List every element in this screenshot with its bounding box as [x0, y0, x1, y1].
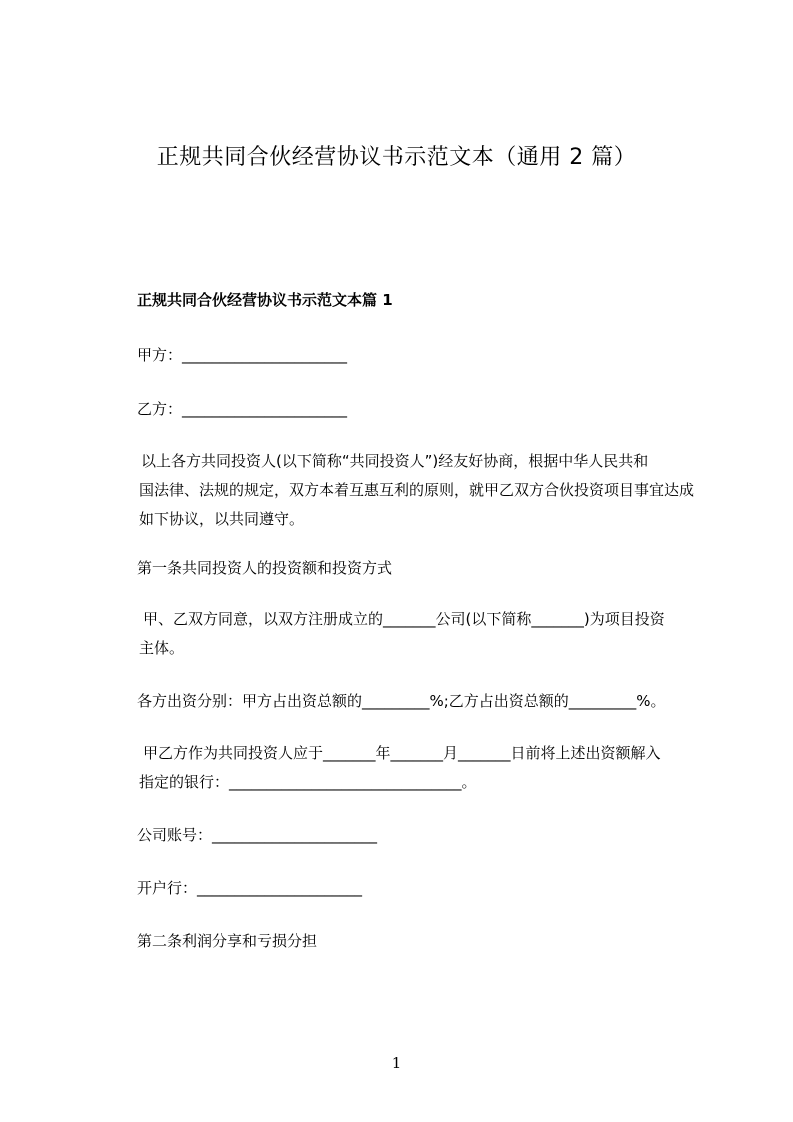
deposit-paragraph: [137, 739, 704, 797]
article-1-line-2: 主体。: [139, 639, 185, 657]
section-heading: 正规共同合伙经营协议书示范文本篇 1: [137, 291, 393, 309]
document-title: 正规共同合伙经营协议书示范文本（通用 2 篇）: [156, 145, 637, 170]
page-number: 1: [391, 1054, 402, 1072]
intro-line-3: 如下协议，以共同遵守。: [139, 510, 305, 528]
article-1-line-1: 甲、乙双方同意，以双方注册成立的_______公司(以下简称_______)为项目投资: [143, 610, 665, 628]
intro-paragraph: [137, 447, 704, 534]
article-1-heading: 第一条共同投资人的投资额和投资方式: [137, 559, 393, 577]
article-2-heading: 第二条利润分享和亏损分担: [137, 932, 318, 950]
intro-line-1: 以上各方共同投资人(以下简称“共同投资人”)经友好协商，根据中华人民共和: [141, 452, 649, 470]
article-1-paragraph: [137, 605, 704, 663]
intro-line-2: 国法律、法规的规定，双方本着互惠互利的原则，就甲乙双方合伙投资项目事宜达成: [139, 481, 695, 499]
deposit-line-2: 指定的银行：_______________________________。: [139, 773, 477, 791]
contribution-line: 各方出资分别：甲方占出资总额的_________%;乙方占出资总额的_________%。: [137, 692, 666, 710]
company-account-field: 公司账号：______________________: [137, 826, 378, 844]
deposit-line-1: 甲乙方作为共同投资人应于_______年_______月_______日前将上述出资额解入: [143, 744, 661, 762]
party-a-field: 甲方：______________________: [137, 346, 348, 364]
party-b-field: 乙方：______________________: [137, 400, 348, 418]
opening-bank-field: 开户行：______________________: [137, 879, 363, 897]
